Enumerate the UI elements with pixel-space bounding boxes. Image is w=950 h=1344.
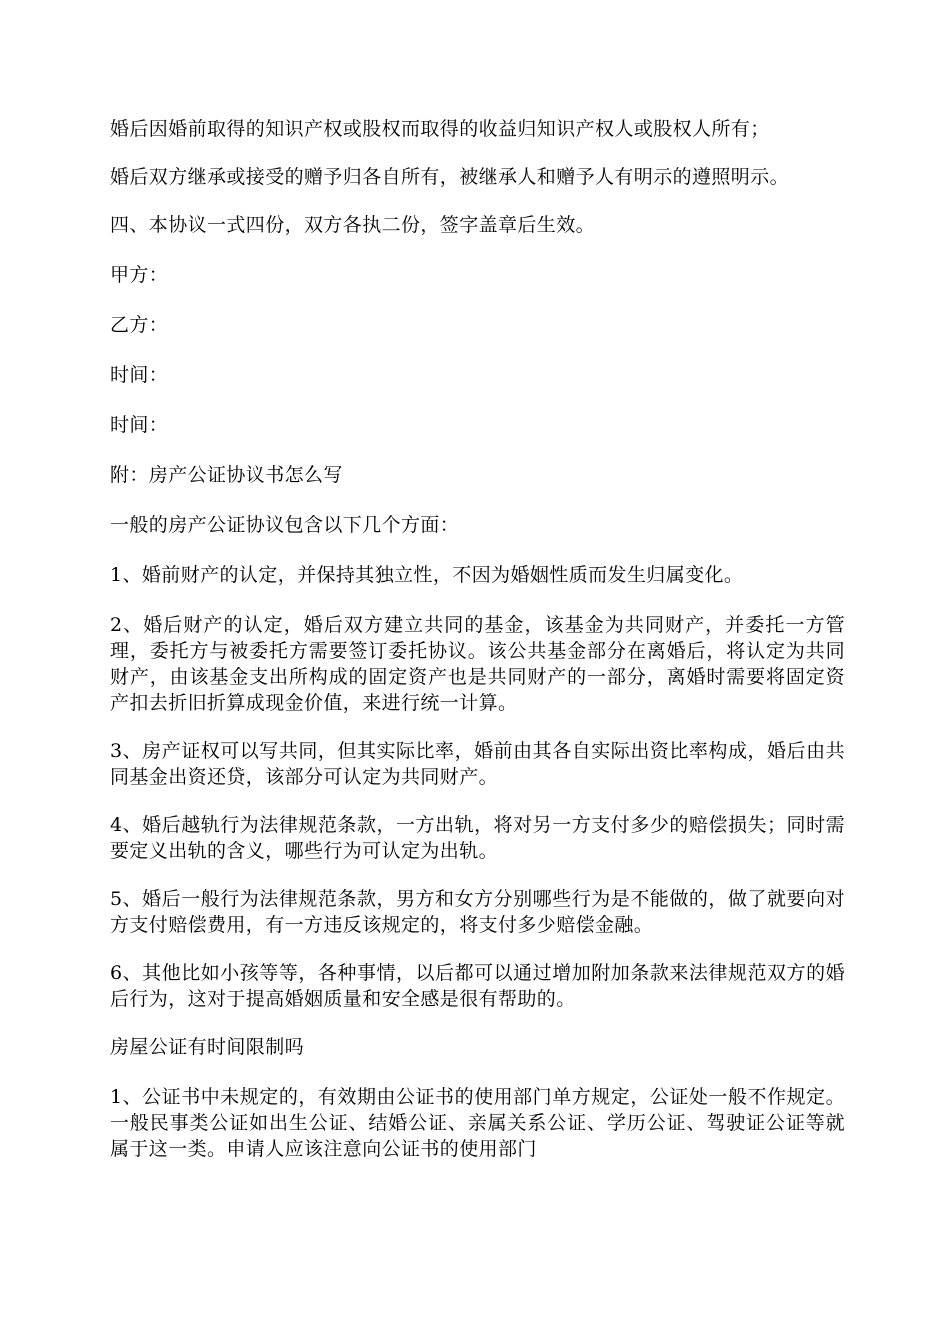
time-limit-item-1: 1、公证书中未规定的，有效期由公证书的使用部门单方规定，公证处一般不作规定。一般民事类公证如出生公证、结婚公证、亲属关系公证、学历公证、驾驶证公证等就属于这一类。申请人应该注意向公证书的使用部门 xyxy=(110,1086,845,1160)
section-heading-time-limit: 房屋公证有时间限制吗 xyxy=(110,1036,305,1058)
item-3: 3、房产证权可以写共同，但其实际比率，婚前由其各自实际出资比率构成，婚后由共同基金出资还贷，该部分可认定为共同财产。 xyxy=(110,740,845,788)
item-4: 4、婚后越轨行为法律规范条款，一方出轨，将对另一方支付多少的赔偿损失；同时需要定义出轨的含义，哪些行为可认定为出轨。 xyxy=(110,814,845,862)
date-label-1: 时间： xyxy=(110,364,169,386)
appendix-heading: 附：房产公证协议书怎么写 xyxy=(110,464,343,486)
party-a-label: 甲方： xyxy=(110,264,169,286)
document-body xyxy=(110,116,845,1184)
intro-paragraph: 一般的房产公证协议包含以下几个方面： xyxy=(110,514,460,536)
date-label-2: 时间： xyxy=(110,414,169,436)
paragraph-copies: 四、本协议一式四份，双方各执二份，签字盖章后生效。 xyxy=(110,214,596,236)
paragraph-inheritance: 婚后双方继承或接受的赠予归各自所有，被继承人和赠予人有明示的遵照明示。 xyxy=(110,166,790,188)
item-6: 6、其他比如小孩等等，各种事情，以后都可以通过增加附加条款来法律规范双方的婚后行为，这对于提高婚姻质量和安全感是很有帮助的。 xyxy=(110,962,845,1010)
item-1: 1、婚前财产的认定，并保持其独立性，不因为婚姻性质而发生归属变化。 xyxy=(110,564,744,586)
party-b-label: 乙方： xyxy=(110,314,169,336)
paragraph-ip-income: 婚后因婚前取得的知识产权或股权而取得的收益归知识产权人或股权人所有； xyxy=(110,118,770,140)
item-5: 5、婚后一般行为法律规范条款，男方和女方分别哪些行为是不能做的，做了就要向对方支付赔偿费用，有一方违反该规定的，将支付多少赔偿金融。 xyxy=(110,888,845,936)
item-2: 2、婚后财产的认定，婚后双方建立共同的基金，该基金为共同财产，并委托一方管理，委托方与被委托方需要签订委托协议。该公共基金部分在离婚后，将认定为共同财产，由该基金支出所构成的固定资产也是共同财产的一部分，离婚时需要将固定资产扣去折旧折算成现金价值，来进行统一计算。 xyxy=(110,614,845,714)
